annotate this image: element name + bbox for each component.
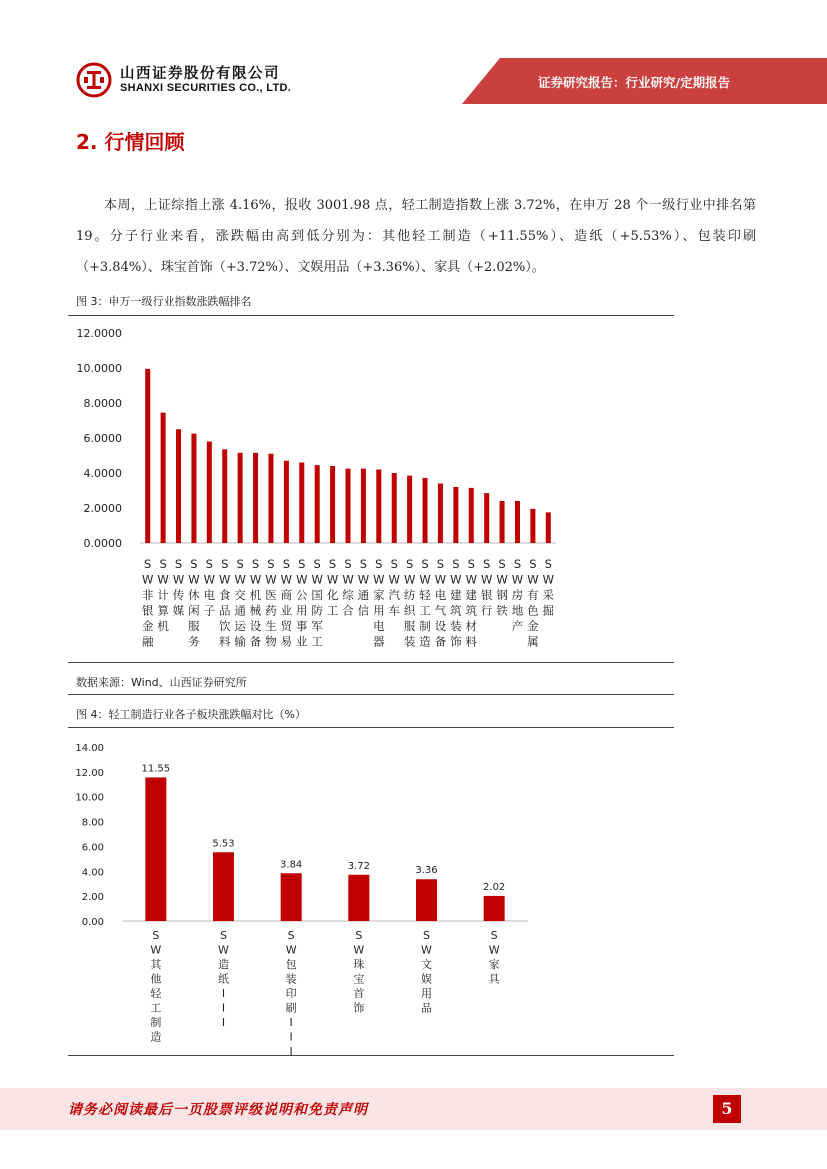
category-label-char: 用 xyxy=(421,987,432,1000)
category-label-char: 输 xyxy=(234,634,246,649)
y-tick-label: 4.00 xyxy=(81,867,104,879)
category-label-char: 家 xyxy=(488,958,500,971)
category-label-char: 行 xyxy=(480,603,493,618)
y-tick-label: 4.0000 xyxy=(83,467,122,480)
category-label-char: W xyxy=(403,572,416,587)
category-label-char: 交 xyxy=(234,588,246,602)
category-label-char: 设 xyxy=(249,619,262,633)
data-label: 3.36 xyxy=(415,865,438,877)
category-label-char: 筑 xyxy=(465,603,478,618)
category-label-char: 药 xyxy=(265,603,277,618)
category-label-char: 化 xyxy=(326,588,339,602)
category-label-char: 金 xyxy=(527,619,539,633)
category-label-char: 车 xyxy=(388,603,400,618)
y-tick-label: 2.00 xyxy=(81,892,104,904)
figure3-source: 数据来源：Wind、山西证券研究所 xyxy=(76,676,247,689)
bar xyxy=(416,879,437,921)
category-label-char: S xyxy=(405,557,414,571)
category-label-char: 气 xyxy=(434,603,447,618)
category-label-char: 通 xyxy=(234,603,246,618)
category-label-char: 有 xyxy=(527,588,539,602)
figure3-title: 图 3：申万一级行业指数涨跌幅排名 xyxy=(76,295,252,308)
bar xyxy=(546,512,551,543)
category-label-char: 造 xyxy=(150,1030,162,1044)
category-label-char: 电 xyxy=(373,619,385,633)
category-label-char: W xyxy=(511,572,524,587)
category-label-char: S xyxy=(344,557,352,571)
y-tick-label: 12.0000 xyxy=(76,327,122,340)
category-label-char: 具 xyxy=(488,972,500,986)
category-label-char: S xyxy=(421,557,429,571)
data-label: 3.72 xyxy=(347,860,370,872)
category-label-char: 珠 xyxy=(353,958,365,971)
y-tick-label: 6.0000 xyxy=(83,432,122,445)
bar xyxy=(346,469,351,543)
bar xyxy=(222,449,227,543)
category-label-char: 工 xyxy=(419,603,431,618)
bar xyxy=(213,852,234,921)
category-label-char: 饰 xyxy=(450,634,462,649)
category-label-char: 业 xyxy=(280,603,293,618)
category-label-char: S xyxy=(267,557,275,571)
category-label-char: 刷 xyxy=(285,1001,297,1015)
category-label-char: S xyxy=(174,557,183,571)
category-label-char: 材 xyxy=(465,619,478,633)
category-label-char: 械 xyxy=(249,603,262,618)
category-label-char: S xyxy=(529,557,537,571)
category-label-char: W xyxy=(388,572,400,587)
y-tick-label: 12.00 xyxy=(75,767,104,779)
category-label-char: 子 xyxy=(203,603,216,618)
y-tick-label: 0.00 xyxy=(81,917,104,928)
figure3-bottom-rule xyxy=(68,662,674,663)
y-tick-label: 8.0000 xyxy=(83,397,122,410)
category-label-char: W xyxy=(357,572,370,587)
y-tick-label: 8.00 xyxy=(81,817,104,829)
bar xyxy=(423,478,428,543)
bar xyxy=(392,473,397,543)
figure4-top-rule xyxy=(68,727,674,728)
category-label-char: S xyxy=(544,557,552,571)
category-label-char: 饰 xyxy=(353,1001,365,1015)
category-label-char: S xyxy=(282,557,291,571)
y-tick-label: 10.0000 xyxy=(76,362,122,375)
category-label-char: 采 xyxy=(542,588,555,602)
bar xyxy=(161,413,166,543)
category-label-char: 易 xyxy=(280,634,293,649)
category-label-char: W xyxy=(527,572,539,587)
page-header xyxy=(0,0,827,110)
category-label-char: S xyxy=(221,557,229,571)
bar xyxy=(484,493,489,543)
category-label-char: 料 xyxy=(465,634,478,649)
category-label-char: W xyxy=(188,572,200,587)
category-label-char: 房 xyxy=(511,588,524,602)
category-label-char: 贸 xyxy=(280,619,293,633)
category-label-char: 银 xyxy=(480,588,493,602)
bar xyxy=(268,454,273,543)
category-label-char: S xyxy=(513,557,522,571)
category-label-char: 工 xyxy=(311,634,323,649)
category-label-char: 铁 xyxy=(496,603,508,618)
figure3-source-rule xyxy=(68,694,674,695)
category-label-char: 闲 xyxy=(188,603,200,618)
report-type-label: 证券研究报告：行业研究/定期报告 xyxy=(538,75,731,90)
bar xyxy=(530,509,535,543)
category-label-char: 钢 xyxy=(496,588,508,602)
category-label-char: 产 xyxy=(511,619,524,633)
category-label-char: W xyxy=(172,572,185,587)
category-label-char: W xyxy=(285,943,297,957)
category-label-char: 服 xyxy=(188,619,200,633)
body-paragraph: 本周，上证综指上涨 4.16%，报收 3001.98 点，轻工制造指数上涨 3.72%，在申万 28 个一级行业中排名第 19。分子行业来看，涨跌幅由高到低分别为：其他轻工制造（+11.55%）、造纸（+5.53%）、包装印刷（+3.84%）、珠宝首饰（+3.72%）、文娱用品（+3.36%）、家具（+2.02%）。 xyxy=(76,198,756,275)
bar xyxy=(176,429,181,543)
category-label-char: W xyxy=(465,572,477,587)
category-label-char: W xyxy=(218,943,229,957)
bar xyxy=(207,442,212,544)
category-label-char: 务 xyxy=(188,634,200,649)
category-label-char: 综 xyxy=(342,588,354,602)
category-label-char: 通 xyxy=(357,588,370,602)
category-label-char: S xyxy=(236,557,244,571)
category-label-char: I xyxy=(289,1030,293,1044)
category-label-char: S xyxy=(355,929,363,942)
bar xyxy=(191,434,196,543)
category-label-char: S xyxy=(436,557,445,571)
category-label-char: W xyxy=(280,572,293,587)
category-label-char: 造 xyxy=(419,634,431,649)
category-label-char: 建 xyxy=(450,588,462,602)
category-label-char: 金 xyxy=(141,619,154,633)
category-label-char: W xyxy=(419,572,431,587)
category-label-char: 印 xyxy=(285,987,297,1000)
category-label-char: 制 xyxy=(419,619,431,633)
data-label: 2.02 xyxy=(483,881,506,893)
category-label-char: S xyxy=(251,557,260,571)
figure3-chart xyxy=(68,318,674,663)
category-label-char: 食 xyxy=(218,588,231,602)
category-label-char: 计 xyxy=(157,588,169,602)
category-label-char: 轻 xyxy=(419,588,431,602)
y-tick-label: 2.0000 xyxy=(83,502,122,515)
category-label-char: W xyxy=(311,572,323,587)
category-label-char: 机 xyxy=(249,588,262,602)
category-label-char: W xyxy=(542,572,554,587)
bar xyxy=(281,873,302,921)
category-label-char: 装 xyxy=(450,619,462,633)
bar xyxy=(238,453,243,543)
category-label-char: W xyxy=(421,943,432,957)
category-label-char: 他 xyxy=(150,972,162,986)
bar xyxy=(145,777,166,921)
category-label-char: 医 xyxy=(265,588,277,602)
category-label-char: S xyxy=(220,929,227,942)
category-label-char: W xyxy=(234,572,246,587)
section-title: 2. 行情回顾 xyxy=(76,130,185,154)
category-label-char: S xyxy=(205,557,213,571)
category-label-char: S xyxy=(483,557,491,571)
category-label-char: W xyxy=(480,572,493,587)
category-label-char: I xyxy=(221,1016,226,1029)
category-label-char: W xyxy=(150,943,162,957)
category-label-char: 色 xyxy=(527,603,539,618)
category-label-char: S xyxy=(313,557,321,571)
category-label-char: W xyxy=(434,572,447,587)
category-label-char: W xyxy=(353,943,365,957)
category-label-char: 家 xyxy=(373,588,385,602)
category-label-char: S xyxy=(328,557,337,571)
bar xyxy=(361,469,366,543)
category-label-char: S xyxy=(498,557,506,571)
category-label-char: W xyxy=(203,572,216,587)
category-label-char: 用 xyxy=(373,603,385,618)
category-label-char: S xyxy=(190,557,198,571)
category-label-char: 筑 xyxy=(450,603,462,618)
category-label-char: 军 xyxy=(311,619,323,633)
category-label-char: 纸 xyxy=(218,972,229,986)
category-label-char: 银 xyxy=(141,603,154,618)
category-label-char: 公 xyxy=(296,588,308,602)
category-label-char: I xyxy=(289,1016,293,1029)
category-label-char: W xyxy=(488,943,500,957)
category-label-char: 地 xyxy=(511,603,524,618)
category-label-char: 装 xyxy=(285,972,297,986)
category-label-char: 品 xyxy=(421,1001,432,1015)
bar xyxy=(407,476,412,543)
category-label-char: 备 xyxy=(249,634,262,649)
category-label-char: W xyxy=(219,572,231,587)
bar xyxy=(330,466,335,543)
bar xyxy=(315,465,320,543)
category-label-char: 事 xyxy=(296,619,308,633)
category-label-char: 包 xyxy=(285,958,297,971)
category-label-char: W xyxy=(157,572,169,587)
category-label-char: 融 xyxy=(141,634,154,649)
page-number: 5 xyxy=(713,1095,741,1123)
figure4-title: 图 4：轻工制造行业各子板块涨跌幅对比（%） xyxy=(76,708,306,721)
category-label-char: W xyxy=(142,572,154,587)
bar xyxy=(284,461,289,543)
data-label: 5.53 xyxy=(212,838,235,850)
category-label-char: W xyxy=(326,572,339,587)
category-label-char: S xyxy=(423,929,430,942)
category-label-char: 饮 xyxy=(218,619,231,633)
category-label-char: 器 xyxy=(373,634,385,649)
category-label-char: 电 xyxy=(203,588,216,602)
category-label-char: 用 xyxy=(296,603,308,618)
category-label-char: W xyxy=(450,572,462,587)
company-name-cn: 山西证券股份有限公司 xyxy=(120,66,280,82)
category-label-char: 备 xyxy=(434,634,447,649)
category-label-char: W xyxy=(296,572,308,587)
category-label-char: 休 xyxy=(188,588,200,602)
y-tick-label: 6.00 xyxy=(81,842,104,854)
category-label-char: 建 xyxy=(465,588,478,602)
category-label-char: 防 xyxy=(311,603,323,618)
category-label-char: S xyxy=(287,929,295,942)
category-label-char: W xyxy=(373,572,385,587)
bar xyxy=(469,488,474,543)
data-label: 11.55 xyxy=(141,763,171,775)
category-label-char: W xyxy=(249,572,262,587)
category-label-char: I xyxy=(221,987,226,1000)
figure3-top-rule xyxy=(68,315,674,316)
category-label-char: 机 xyxy=(157,619,169,633)
category-label-char: S xyxy=(467,557,475,571)
data-label: 3.84 xyxy=(280,859,303,871)
category-label-char: 纺 xyxy=(403,588,416,602)
bar xyxy=(438,484,443,544)
category-label-char: I xyxy=(289,1045,293,1055)
figure4-chart xyxy=(68,730,674,1055)
category-label-char: 商 xyxy=(280,588,293,602)
category-label-char: S xyxy=(375,557,383,571)
category-label-char: 宝 xyxy=(353,972,365,986)
category-label-char: S xyxy=(490,929,498,942)
category-label-char: 物 xyxy=(265,634,277,649)
category-label-char: I xyxy=(221,1001,226,1015)
category-label-char: 首 xyxy=(353,987,365,1000)
category-label-char: 服 xyxy=(403,619,416,633)
bar xyxy=(253,453,258,543)
category-label-char: 电 xyxy=(434,588,447,602)
category-label-char: 生 xyxy=(265,619,277,633)
category-label-char: S xyxy=(144,557,152,571)
category-label-char: 掘 xyxy=(542,603,555,618)
category-label-char: 其 xyxy=(150,958,162,971)
category-label-char: 娱 xyxy=(421,972,432,986)
category-label-char: 属 xyxy=(527,634,539,649)
category-label-char: 制 xyxy=(150,1016,162,1029)
category-label-char: 运 xyxy=(234,619,246,633)
bar xyxy=(145,369,150,543)
bar xyxy=(348,875,369,921)
category-label-char: 非 xyxy=(141,588,154,602)
category-label-char: S xyxy=(359,557,368,571)
category-label-char: 媒 xyxy=(172,603,185,618)
company-name-en: SHANXI SECURITIES CO., LTD. xyxy=(120,82,292,94)
category-label-char: 工 xyxy=(326,603,339,618)
bar xyxy=(515,501,520,543)
category-label-char: S xyxy=(298,557,306,571)
y-tick-label: 14.00 xyxy=(75,743,104,754)
category-label-char: 汽 xyxy=(388,588,400,602)
category-label-char: 国 xyxy=(311,588,323,602)
y-tick-label: 0.0000 xyxy=(83,537,122,550)
bar xyxy=(453,487,458,543)
category-label-char: S xyxy=(159,557,167,571)
bar xyxy=(484,896,505,921)
footer-disclaimer: 请务必阅读最后一页股票评级说明和免责声明 xyxy=(68,1102,368,1118)
category-label-char: 品 xyxy=(218,603,231,618)
category-label-char: 传 xyxy=(172,588,185,602)
bar xyxy=(376,470,381,544)
bar xyxy=(500,501,505,543)
category-label-char: S xyxy=(452,557,460,571)
category-label-char: W xyxy=(265,572,277,587)
category-label-char: S xyxy=(152,929,160,942)
category-label-char: 信 xyxy=(357,603,370,618)
category-label-char: 工 xyxy=(150,1001,162,1015)
y-tick-label: 10.00 xyxy=(75,792,104,804)
category-label-char: 料 xyxy=(218,634,231,649)
category-label-char: 装 xyxy=(403,634,416,649)
category-label-char: W xyxy=(342,572,354,587)
bar xyxy=(299,463,304,544)
category-label-char: 算 xyxy=(157,603,169,618)
category-label-char: 造 xyxy=(218,958,229,971)
category-label-char: 织 xyxy=(403,603,416,618)
company-logo-icon xyxy=(76,62,112,98)
category-label-char: 设 xyxy=(434,619,447,633)
category-label-char: W xyxy=(496,572,508,587)
figure4-bottom-rule xyxy=(68,1055,674,1056)
category-label-char: 业 xyxy=(296,634,308,649)
category-label-char: 文 xyxy=(421,958,432,971)
category-label-char: 轻 xyxy=(150,987,162,1000)
category-label-char: 合 xyxy=(342,603,354,618)
category-label-char: S xyxy=(390,557,398,571)
